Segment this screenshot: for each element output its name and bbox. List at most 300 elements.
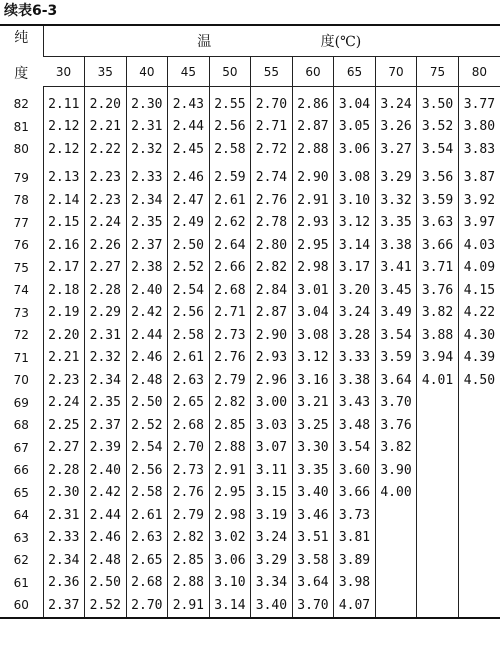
value-cell — [417, 437, 459, 460]
value-cell: 3.19 — [251, 504, 293, 527]
value-cell: 3.21 — [292, 392, 334, 415]
value-cell: 3.05 — [334, 116, 376, 139]
value-cell — [458, 527, 500, 550]
value-cell: 2.28 — [43, 459, 85, 482]
value-cell: 2.54 — [168, 279, 210, 302]
value-cell: 2.32 — [85, 347, 127, 370]
value-cell: 2.33 — [43, 527, 85, 550]
value-cell: 2.82 — [209, 392, 251, 415]
value-cell: 2.27 — [43, 437, 85, 460]
value-cell: 2.38 — [126, 257, 168, 280]
purity-cell: 76 — [13, 238, 29, 253]
value-cell: 2.14 — [43, 189, 85, 212]
table-header — [0, 25, 500, 87]
value-cell: 3.92 — [458, 189, 500, 212]
value-cell: 2.61 — [168, 347, 210, 370]
value-cell: 2.12 — [43, 116, 85, 139]
value-cell: 2.73 — [209, 324, 251, 347]
value-cell: 2.59 — [209, 161, 251, 190]
value-cell — [417, 392, 459, 415]
value-cell: 2.18 — [43, 279, 85, 302]
value-cell: 3.97 — [458, 212, 500, 235]
value-cell — [375, 527, 417, 550]
value-cell: 2.44 — [168, 116, 210, 139]
value-cell: 2.70 — [126, 594, 168, 618]
value-cell — [417, 504, 459, 527]
table-row — [0, 504, 500, 527]
value-cell: 3.38 — [375, 234, 417, 257]
value-cell: 2.68 — [126, 572, 168, 595]
value-cell: 3.77 — [458, 87, 500, 116]
value-cell: 2.50 — [126, 392, 168, 415]
temperature-column-header: 55 — [251, 57, 293, 87]
table-caption: 续表6-3 — [4, 3, 58, 19]
value-cell: 3.16 — [292, 369, 334, 392]
value-cell: 3.63 — [417, 212, 459, 235]
value-cell: 3.08 — [292, 324, 334, 347]
value-cell: 3.12 — [292, 347, 334, 370]
value-cell: 3.49 — [375, 302, 417, 325]
value-cell — [458, 572, 500, 595]
value-cell: 3.28 — [334, 324, 376, 347]
value-cell: 2.30 — [43, 482, 85, 505]
value-cell: 2.95 — [209, 482, 251, 505]
value-cell: 2.56 — [126, 459, 168, 482]
value-cell: 2.90 — [292, 161, 334, 190]
temperature-column-header: 65 — [334, 57, 376, 87]
value-cell: 2.16 — [43, 234, 85, 257]
table-row — [0, 482, 500, 505]
value-cell: 2.48 — [126, 369, 168, 392]
data-table — [0, 24, 500, 619]
value-cell: 3.89 — [334, 549, 376, 572]
value-cell: 3.35 — [292, 459, 334, 482]
value-cell: 2.76 — [168, 482, 210, 505]
value-cell: 3.24 — [251, 527, 293, 550]
value-cell: 4.09 — [458, 257, 500, 280]
value-cell: 3.46 — [292, 504, 334, 527]
table-row — [0, 572, 500, 595]
table-row — [0, 257, 500, 280]
value-cell: 3.20 — [334, 279, 376, 302]
table-row — [0, 302, 500, 325]
value-cell: 3.24 — [334, 302, 376, 325]
value-cell: 2.31 — [85, 324, 127, 347]
value-cell: 2.34 — [126, 189, 168, 212]
value-cell: 3.73 — [334, 504, 376, 527]
value-cell: 2.87 — [292, 116, 334, 139]
value-cell: 3.66 — [334, 482, 376, 505]
table-row — [0, 116, 500, 139]
value-cell: 2.91 — [209, 459, 251, 482]
table-row — [0, 549, 500, 572]
purity-cell: 78 — [13, 193, 29, 208]
value-cell: 4.30 — [458, 324, 500, 347]
value-cell: 2.50 — [85, 572, 127, 595]
value-cell: 3.45 — [375, 279, 417, 302]
value-cell: 2.17 — [43, 257, 85, 280]
table-row — [0, 138, 500, 161]
value-cell: 2.58 — [126, 482, 168, 505]
value-cell: 2.52 — [168, 257, 210, 280]
value-cell: 3.14 — [334, 234, 376, 257]
value-cell: 2.93 — [292, 212, 334, 235]
value-cell: 3.08 — [334, 161, 376, 190]
value-cell: 2.42 — [126, 302, 168, 325]
value-cell — [375, 594, 417, 618]
value-cell: 3.50 — [417, 87, 459, 116]
value-cell: 2.11 — [43, 87, 85, 116]
value-cell: 2.26 — [85, 234, 127, 257]
value-cell: 2.22 — [85, 138, 127, 161]
value-cell: 2.55 — [209, 87, 251, 116]
value-cell: 2.90 — [251, 324, 293, 347]
value-cell — [458, 482, 500, 505]
table-row — [0, 369, 500, 392]
value-cell: 3.33 — [334, 347, 376, 370]
value-cell: 2.32 — [126, 138, 168, 161]
temperature-column-header: 40 — [126, 57, 168, 87]
value-cell: 3.17 — [334, 257, 376, 280]
purity-header-char-2: 度 — [14, 66, 29, 83]
value-cell: 2.56 — [209, 116, 251, 139]
value-cell: 2.23 — [43, 369, 85, 392]
value-cell: 2.21 — [43, 347, 85, 370]
value-cell: 2.24 — [43, 392, 85, 415]
value-cell: 3.59 — [375, 347, 417, 370]
value-cell: 3.64 — [375, 369, 417, 392]
value-cell: 3.82 — [417, 302, 459, 325]
temperature-header-char-2: 度(℃) — [320, 34, 362, 50]
value-cell: 3.87 — [458, 161, 500, 190]
value-cell: 2.47 — [168, 189, 210, 212]
table-row — [0, 459, 500, 482]
value-cell: 3.54 — [334, 437, 376, 460]
value-cell: 2.76 — [209, 347, 251, 370]
temperature-column-header: 45 — [168, 57, 210, 87]
value-cell: 2.96 — [251, 369, 293, 392]
value-cell: 4.50 — [458, 369, 500, 392]
value-cell: 2.34 — [85, 369, 127, 392]
value-cell: 2.28 — [85, 279, 127, 302]
value-cell: 2.88 — [292, 138, 334, 161]
value-cell: 2.71 — [251, 116, 293, 139]
value-cell: 2.15 — [43, 212, 85, 235]
value-cell: 3.26 — [375, 116, 417, 139]
value-cell: 2.54 — [126, 437, 168, 460]
value-cell: 2.98 — [209, 504, 251, 527]
value-cell: 2.80 — [251, 234, 293, 257]
value-cell: 2.46 — [126, 347, 168, 370]
value-cell: 3.14 — [209, 594, 251, 618]
value-cell: 2.39 — [85, 437, 127, 460]
value-cell: 2.74 — [251, 161, 293, 190]
purity-cell: 68 — [13, 418, 29, 433]
value-cell: 2.72 — [251, 138, 293, 161]
value-cell: 2.71 — [209, 302, 251, 325]
value-cell: 2.93 — [251, 347, 293, 370]
value-cell: 2.79 — [168, 504, 210, 527]
value-cell: 2.40 — [126, 279, 168, 302]
temperature-column-header: 70 — [375, 57, 417, 87]
table-row — [0, 414, 500, 437]
value-cell: 3.41 — [375, 257, 417, 280]
value-cell: 2.33 — [126, 161, 168, 190]
value-cell: 3.27 — [375, 138, 417, 161]
value-cell — [417, 549, 459, 572]
value-cell: 3.54 — [375, 324, 417, 347]
value-cell: 2.23 — [85, 161, 127, 190]
value-cell: 3.82 — [375, 437, 417, 460]
value-cell: 3.25 — [292, 414, 334, 437]
value-cell — [375, 504, 417, 527]
value-cell: 3.10 — [334, 189, 376, 212]
value-cell: 3.81 — [334, 527, 376, 550]
value-cell: 2.34 — [43, 549, 85, 572]
table-row — [0, 234, 500, 257]
purity-cell: 63 — [13, 530, 29, 545]
value-cell: 2.82 — [251, 257, 293, 280]
value-cell: 2.86 — [292, 87, 334, 116]
value-cell: 2.44 — [85, 504, 127, 527]
value-cell: 2.61 — [209, 189, 251, 212]
value-cell: 2.21 — [85, 116, 127, 139]
value-cell: 3.90 — [375, 459, 417, 482]
temperature-column-header: 75 — [417, 57, 459, 87]
value-cell: 3.51 — [292, 527, 334, 550]
purity-cell: 81 — [13, 119, 29, 134]
table-row — [0, 189, 500, 212]
table-row — [0, 324, 500, 347]
value-cell: 2.62 — [209, 212, 251, 235]
purity-cell: 77 — [13, 215, 29, 230]
purity-cell: 70 — [13, 373, 29, 388]
value-cell: 4.00 — [375, 482, 417, 505]
value-cell: 2.12 — [43, 138, 85, 161]
value-cell: 2.85 — [209, 414, 251, 437]
value-cell — [417, 414, 459, 437]
value-cell: 2.50 — [168, 234, 210, 257]
table-row — [0, 279, 500, 302]
temperature-column-header: 30 — [43, 57, 85, 87]
table-body — [0, 87, 500, 618]
value-cell: 3.64 — [292, 572, 334, 595]
value-cell: 3.29 — [375, 161, 417, 190]
value-cell: 4.22 — [458, 302, 500, 325]
value-cell — [417, 594, 459, 618]
value-cell: 3.30 — [292, 437, 334, 460]
value-cell: 2.56 — [168, 302, 210, 325]
value-cell: 2.40 — [85, 459, 127, 482]
value-cell: 2.35 — [126, 212, 168, 235]
value-cell: 3.32 — [375, 189, 417, 212]
value-cell: 3.40 — [251, 594, 293, 618]
value-cell: 2.64 — [209, 234, 251, 257]
value-cell: 3.15 — [251, 482, 293, 505]
value-cell — [458, 414, 500, 437]
value-cell: 3.35 — [375, 212, 417, 235]
table-row — [0, 347, 500, 370]
value-cell: 2.61 — [126, 504, 168, 527]
temperature-column-header: 80 — [458, 57, 500, 87]
value-cell: 3.76 — [417, 279, 459, 302]
value-cell: 2.58 — [209, 138, 251, 161]
value-cell: 2.98 — [292, 257, 334, 280]
value-cell: 2.79 — [209, 369, 251, 392]
value-cell: 3.54 — [417, 138, 459, 161]
temperature-column-header: 60 — [292, 57, 334, 87]
value-cell: 2.20 — [85, 87, 127, 116]
value-cell: 2.82 — [168, 527, 210, 550]
purity-cell: 79 — [13, 170, 29, 185]
value-cell: 2.36 — [43, 572, 85, 595]
value-cell: 2.70 — [251, 87, 293, 116]
value-cell: 2.23 — [85, 189, 127, 212]
purity-header-char-1: 纯 — [14, 30, 29, 47]
value-cell: 2.31 — [126, 116, 168, 139]
purity-cell: 65 — [13, 485, 29, 500]
value-cell: 3.29 — [251, 549, 293, 572]
purity-cell: 72 — [13, 328, 29, 343]
value-cell: 2.48 — [85, 549, 127, 572]
table-row — [0, 527, 500, 550]
value-cell — [458, 549, 500, 572]
value-cell: 3.71 — [417, 257, 459, 280]
value-cell: 3.01 — [292, 279, 334, 302]
value-cell: 2.91 — [292, 189, 334, 212]
value-cell: 4.15 — [458, 279, 500, 302]
value-cell: 2.85 — [168, 549, 210, 572]
purity-cell: 73 — [13, 305, 29, 320]
value-cell: 2.19 — [43, 302, 85, 325]
value-cell: 2.68 — [168, 414, 210, 437]
table-row — [0, 594, 500, 618]
value-cell: 3.11 — [251, 459, 293, 482]
purity-cell: 69 — [13, 395, 29, 410]
value-cell: 3.98 — [334, 572, 376, 595]
value-cell: 2.66 — [209, 257, 251, 280]
value-cell: 2.91 — [168, 594, 210, 618]
value-cell: 2.45 — [168, 138, 210, 161]
value-cell — [458, 392, 500, 415]
value-cell: 3.83 — [458, 138, 500, 161]
value-cell: 2.13 — [43, 161, 85, 190]
value-cell — [458, 437, 500, 460]
value-cell: 3.80 — [458, 116, 500, 139]
purity-cell: 62 — [13, 553, 29, 568]
table-row — [0, 87, 500, 116]
value-cell: 3.04 — [334, 87, 376, 116]
value-cell: 2.35 — [85, 392, 127, 415]
value-cell: 2.70 — [168, 437, 210, 460]
value-cell: 2.49 — [168, 212, 210, 235]
value-cell: 2.88 — [168, 572, 210, 595]
value-cell: 3.60 — [334, 459, 376, 482]
value-cell — [458, 504, 500, 527]
value-cell: 2.68 — [209, 279, 251, 302]
purity-cell: 60 — [13, 598, 29, 613]
value-cell: 3.07 — [251, 437, 293, 460]
table-row — [0, 392, 500, 415]
value-cell: 2.84 — [251, 279, 293, 302]
value-cell — [458, 459, 500, 482]
value-cell: 4.01 — [417, 369, 459, 392]
value-cell: 2.44 — [126, 324, 168, 347]
value-cell: 2.31 — [43, 504, 85, 527]
value-cell: 3.52 — [417, 116, 459, 139]
value-cell: 3.94 — [417, 347, 459, 370]
value-cell: 3.10 — [209, 572, 251, 595]
value-cell: 2.95 — [292, 234, 334, 257]
value-cell: 2.65 — [168, 392, 210, 415]
value-cell: 3.70 — [375, 392, 417, 415]
value-cell: 2.24 — [85, 212, 127, 235]
value-cell: 4.03 — [458, 234, 500, 257]
value-cell: 2.88 — [209, 437, 251, 460]
value-cell: 2.65 — [126, 549, 168, 572]
value-cell: 2.37 — [85, 414, 127, 437]
temperature-columns-row — [0, 57, 500, 87]
purity-cell: 71 — [13, 350, 29, 365]
temperature-header-char-1: 温 — [197, 34, 212, 50]
temperature-column-header: 35 — [85, 57, 127, 87]
value-cell: 2.20 — [43, 324, 85, 347]
purity-cell: 82 — [13, 97, 29, 111]
value-cell: 3.76 — [375, 414, 417, 437]
value-cell: 2.42 — [85, 482, 127, 505]
purity-cell: 64 — [13, 508, 29, 523]
value-cell: 2.73 — [168, 459, 210, 482]
value-cell: 2.43 — [168, 87, 210, 116]
value-cell: 3.88 — [417, 324, 459, 347]
value-cell: 2.76 — [251, 189, 293, 212]
value-cell — [417, 459, 459, 482]
value-cell: 3.43 — [334, 392, 376, 415]
purity-cell: 66 — [13, 463, 29, 478]
value-cell: 3.24 — [375, 87, 417, 116]
value-cell — [375, 549, 417, 572]
value-cell — [417, 482, 459, 505]
table-row — [0, 437, 500, 460]
value-cell — [417, 572, 459, 595]
purity-cell: 61 — [13, 575, 29, 590]
value-cell: 3.03 — [251, 414, 293, 437]
value-cell: 4.39 — [458, 347, 500, 370]
table-row — [0, 212, 500, 235]
value-cell: 2.63 — [168, 369, 210, 392]
purity-column-header — [0, 25, 43, 87]
value-cell: 3.00 — [251, 392, 293, 415]
value-cell: 3.38 — [334, 369, 376, 392]
value-cell: 4.07 — [334, 594, 376, 618]
value-cell: 3.66 — [417, 234, 459, 257]
purity-cell: 67 — [13, 440, 29, 455]
value-cell: 2.37 — [43, 594, 85, 618]
value-cell: 3.02 — [209, 527, 251, 550]
value-cell: 2.25 — [43, 414, 85, 437]
value-cell: 3.58 — [292, 549, 334, 572]
value-cell: 2.63 — [126, 527, 168, 550]
value-cell: 3.70 — [292, 594, 334, 618]
value-cell — [375, 572, 417, 595]
temperature-group-header — [43, 25, 500, 57]
value-cell: 3.34 — [251, 572, 293, 595]
value-cell: 3.40 — [292, 482, 334, 505]
value-cell: 2.37 — [126, 234, 168, 257]
value-cell: 3.06 — [334, 138, 376, 161]
temperature-column-header: 50 — [209, 57, 251, 87]
purity-cell: 80 — [13, 142, 29, 157]
